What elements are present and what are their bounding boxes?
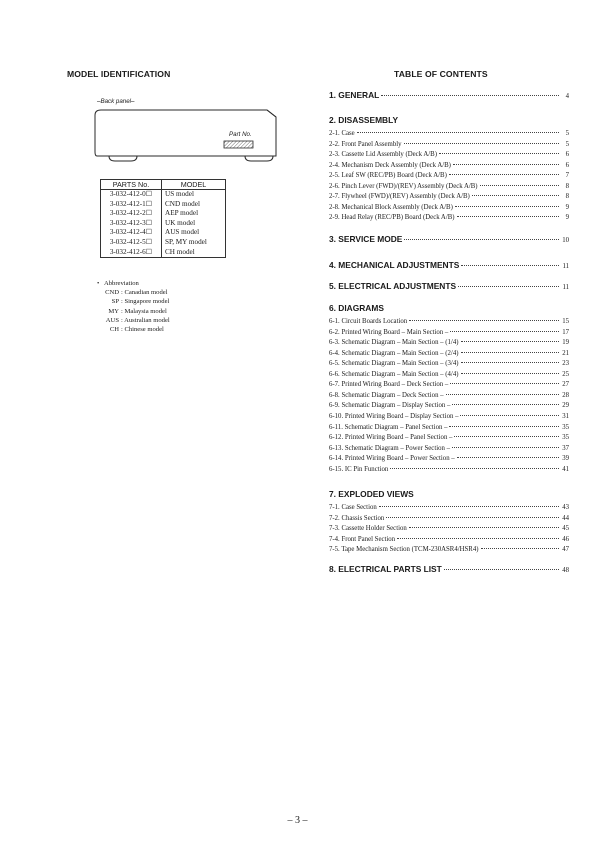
toc-entry-title: 6-15. IC Pin Function [329,465,389,473]
dot-leader [452,447,559,448]
toc-entry-title: 6-11. Schematic Diagram – Panel Section – [329,423,448,431]
bullet-icon: • [97,280,100,287]
toc-entry-title: 2-8. Mechanical Block Assembly (Deck A/B) [329,203,453,211]
toc-entry-page: 6 [565,161,569,169]
abbreviation-code: SP [111,298,119,306]
toc-entry-title: 2-5. Leaf SW (REC/PB) Board (Deck A/B) [329,172,447,180]
toc-section-4 [329,260,569,270]
toc-entry [329,504,569,511]
model-cell: AEP model [162,209,226,219]
toc-entry [329,536,569,543]
toc-entry-title: 2-4. Mechanism Deck Assembly (Deck A/B) [329,161,451,169]
toc-entry-page: 9 [565,203,569,211]
toc-entry [329,214,569,221]
list-item [97,288,170,297]
abbreviation-meaning: : Canadian model [121,289,168,297]
dot-leader [444,569,559,570]
toc-section-title: 3. SERVICE MODE [329,234,403,244]
toc-entry-title: 2-3. Cassette Lid Assembly (Deck A/B) [329,151,437,159]
model-cell: SP, MY model [162,238,226,248]
parts-no-cell: 3-032-412-3☐ [101,219,162,229]
parts-no-cell: 3-032-412-5☐ [101,238,162,248]
dot-leader [379,506,559,507]
dot-leader [357,132,559,133]
toc-entry-title: 2-6. Pinch Lever (FWD)/(REV) Assembly (Deck A/B) [329,182,478,190]
toc-entry [329,172,569,179]
abbreviation-meaning: : Chinese model [121,326,164,334]
abbreviation-code: CH [109,326,119,334]
parts-no-cell: 3-032-412-6☐ [101,248,162,258]
abbreviation-title: Abbreviation [104,280,139,287]
dot-leader [446,394,559,395]
toc-entry [329,455,569,462]
model-cell: US model [162,190,226,200]
dot-leader [481,548,560,549]
toc-entry [329,130,569,137]
dot-leader [461,341,560,342]
toc-entry-page: 43 [562,504,569,511]
toc-section-3 [329,234,569,244]
table-row [101,190,226,200]
toc-entry-page: 45 [562,525,569,533]
toc-entry [329,515,569,522]
model-cell: CND model [162,200,226,210]
toc-entry-title: 2-2. Front Panel Assembly [329,140,402,148]
toc-entry-page: 17 [562,328,569,336]
toc-entry [329,381,569,388]
toc-entry-title: 6-5. Schematic Diagram – Main Section – (3/4) [329,360,459,368]
dot-leader [381,95,559,96]
parts-no-cell: 3-032-412-2☐ [101,209,162,219]
toc-entry [329,204,569,211]
list-item [97,297,170,306]
toc-entry-page: 19 [562,339,569,347]
toc-section-page: 48 [562,567,569,574]
model-cell: AUS model [162,228,226,238]
dot-leader [457,216,559,217]
toc-entry-page: 28 [562,391,569,399]
toc-entry-title: 2-7. Flywheel (FWD)/(REV) Assembly (Deck A/B) [329,193,470,201]
dot-leader [404,143,560,144]
toc-entry-title: 6-12. Printed Wiring Board – Panel Section – [329,434,453,442]
toc-entry-page: 21 [562,349,569,357]
dot-leader [458,286,559,287]
toc-entry-title: 7-2. Chassis Section [329,514,385,522]
dot-leader [480,185,559,186]
toc-entry [329,466,569,473]
dot-leader [397,538,559,539]
page-number: – 3 – [287,815,308,826]
toc-section-title: 1. GENERAL [329,90,380,100]
dot-leader [390,468,559,469]
toc-entry-page: 35 [562,423,569,431]
parts-no-cell: 3-032-412-4☐ [101,228,162,238]
dot-leader [409,320,559,321]
dot-leader [439,153,559,154]
abbreviation-code: MY [108,307,119,315]
toc-entry [329,546,569,553]
toc-section-page: 4 [565,93,569,100]
toc-entry-title: 6-9. Schematic Diagram – Display Section – [329,402,451,410]
toc-entry-page: 44 [562,514,569,522]
dot-leader [461,373,560,374]
toc-section-title: 5. ELECTRICAL ADJUSTMENTS [329,281,457,291]
toc-entry-page: 27 [562,381,569,389]
toc-entry-page: 8 [565,193,569,201]
abbreviation-meaning: : Australian model [121,316,170,324]
toc-entry-page: 15 [562,318,569,325]
toc-entry-page: 23 [562,360,569,368]
list-item [97,325,170,334]
toc-entry [329,402,569,409]
toc-section-8 [329,564,569,574]
toc-section-page: 11 [562,284,569,291]
toc-entry-page: 46 [562,535,569,543]
toc-entry-title: 6-3. Schematic Diagram – Main Section – (1/4) [329,339,459,347]
abbreviation-list [97,279,170,334]
toc-entry-title: 6-13. Schematic Diagram – Power Section – [329,444,450,452]
toc-section-title: 6. DIAGRAMS [329,303,384,313]
table-header-row [101,180,226,190]
back-panel-illustration [91,106,291,164]
table-row [101,238,226,248]
toc-entry-title: 6-14. Printed Wiring Board – Power Section – [329,455,455,463]
dot-leader [460,415,559,416]
toc-entry-page: 5 [565,140,569,148]
toc-entry [329,392,569,399]
dot-leader [461,265,559,266]
toc-entry-page: 39 [562,455,569,463]
toc-section-title: 4. MECHANICAL ADJUSTMENTS [329,260,460,270]
dot-leader [449,174,559,175]
toc-entry-page: 41 [562,465,569,473]
toc-entry [329,151,569,158]
toc-entry [329,445,569,452]
toc-entry-title: 7-1. Case Section [329,504,377,511]
toc-section-page: 11 [562,263,569,270]
toc-section-title: 2. DISASSEMBLY [329,115,399,125]
dot-leader [454,436,559,437]
toc-entry [329,141,569,148]
parts-no-cell: 3-032-412-0☐ [101,190,162,200]
dot-leader [386,517,559,518]
toc-entry [329,193,569,200]
model-identification-heading: MODEL IDENTIFICATION [67,69,171,79]
model-cell: UK model [162,219,226,229]
toc-entry-page: 7 [565,172,569,180]
toc-entry [329,350,569,357]
toc-entry-title: 6-4. Schematic Diagram – Main Section – (2/4) [329,349,459,357]
toc-entry-title: 7-3. Cassette Holder Section [329,525,407,533]
dot-leader [455,206,559,207]
toc-entry-title: 2-1. Case [329,130,355,137]
parts-no-header: PARTS No. [101,180,162,190]
toc-entry-title: 2-9. Head Relay (REC/PB) Board (Deck A/B) [329,214,455,222]
toc-entry [329,525,569,532]
model-header: MODEL [162,180,226,190]
toc-entry-title: 6-8. Schematic Diagram – Deck Section – [329,391,444,399]
table-row [101,228,226,238]
toc-entry-title: 7-5. Tape Mechanism Section (TCM-230ASR4/HSR4) [329,546,479,554]
list-item [97,316,170,325]
toc-entry-title: 6-10. Printed Wiring Board – Display Section – [329,412,459,420]
toc-entry [329,371,569,378]
toc-entry-title: 6-1. Circuit Boards Location [329,318,408,325]
toc-entry-page: 47 [562,546,569,554]
dot-leader [450,331,559,332]
dot-leader [457,457,559,458]
toc-heading: TABLE OF CONTENTS [394,69,488,79]
toc-entry-title: 6-7. Printed Wiring Board – Deck Section – [329,381,449,389]
toc-entry-page: 29 [562,402,569,410]
abbreviation-meaning: : Singapore model [121,298,170,306]
dot-leader [409,527,559,528]
toc-entry-page: 31 [562,412,569,420]
toc-section-title: 8. ELECTRICAL PARTS LIST [329,564,442,574]
model-cell: CH model [162,248,226,258]
table-row [101,209,226,219]
parts-no-cell: 3-032-412-1☐ [101,200,162,210]
toc-entry [329,183,569,190]
table-row [101,219,226,229]
toc-entry-title: 7-4. Front Panel Section [329,535,396,543]
toc-entry-page: 25 [562,370,569,378]
table-row [101,248,226,258]
toc-entry [329,360,569,367]
toc-entry-page: 9 [565,214,569,222]
toc-entry [329,424,569,431]
dot-leader [404,239,559,240]
toc-section-title: 7. EXPLODED VIEWS [329,489,414,499]
dot-leader [452,404,559,405]
toc-section-5 [329,281,569,291]
back-panel-caption: –Back panel– [97,98,135,105]
part-no-label: Part No. [229,131,252,138]
toc-entry-title: 6-6. Schematic Diagram – Main Section – (4/4) [329,370,459,378]
toc-entry [329,162,569,169]
toc-entry-page: 35 [562,434,569,442]
dot-leader [461,352,560,353]
dot-leader [453,164,559,165]
abbreviation-meaning: : Malaysia model [121,307,167,315]
toc-section-page: 10 [562,237,569,244]
dot-leader [449,426,559,427]
toc-section-1 [329,90,569,100]
toc-entry [329,434,569,441]
toc-entry-page: 8 [565,182,569,190]
toc-entry [329,318,569,325]
toc-entry [329,413,569,420]
toc-entry-page: 37 [562,444,569,452]
dot-leader [461,362,560,363]
model-parts-table [100,179,226,258]
dot-leader [472,195,559,196]
list-item [97,307,170,316]
abbreviation-code: CND [105,289,119,297]
toc-entry [329,339,569,346]
toc-entry [329,329,569,336]
toc-entry-page: 5 [565,130,569,137]
table-row [101,200,226,210]
dot-leader [450,383,559,384]
toc-entry-title: 6-2. Printed Wiring Board – Main Section – [329,328,449,336]
abbreviation-code: AUS [105,316,119,324]
toc-entry-page: 6 [565,151,569,159]
